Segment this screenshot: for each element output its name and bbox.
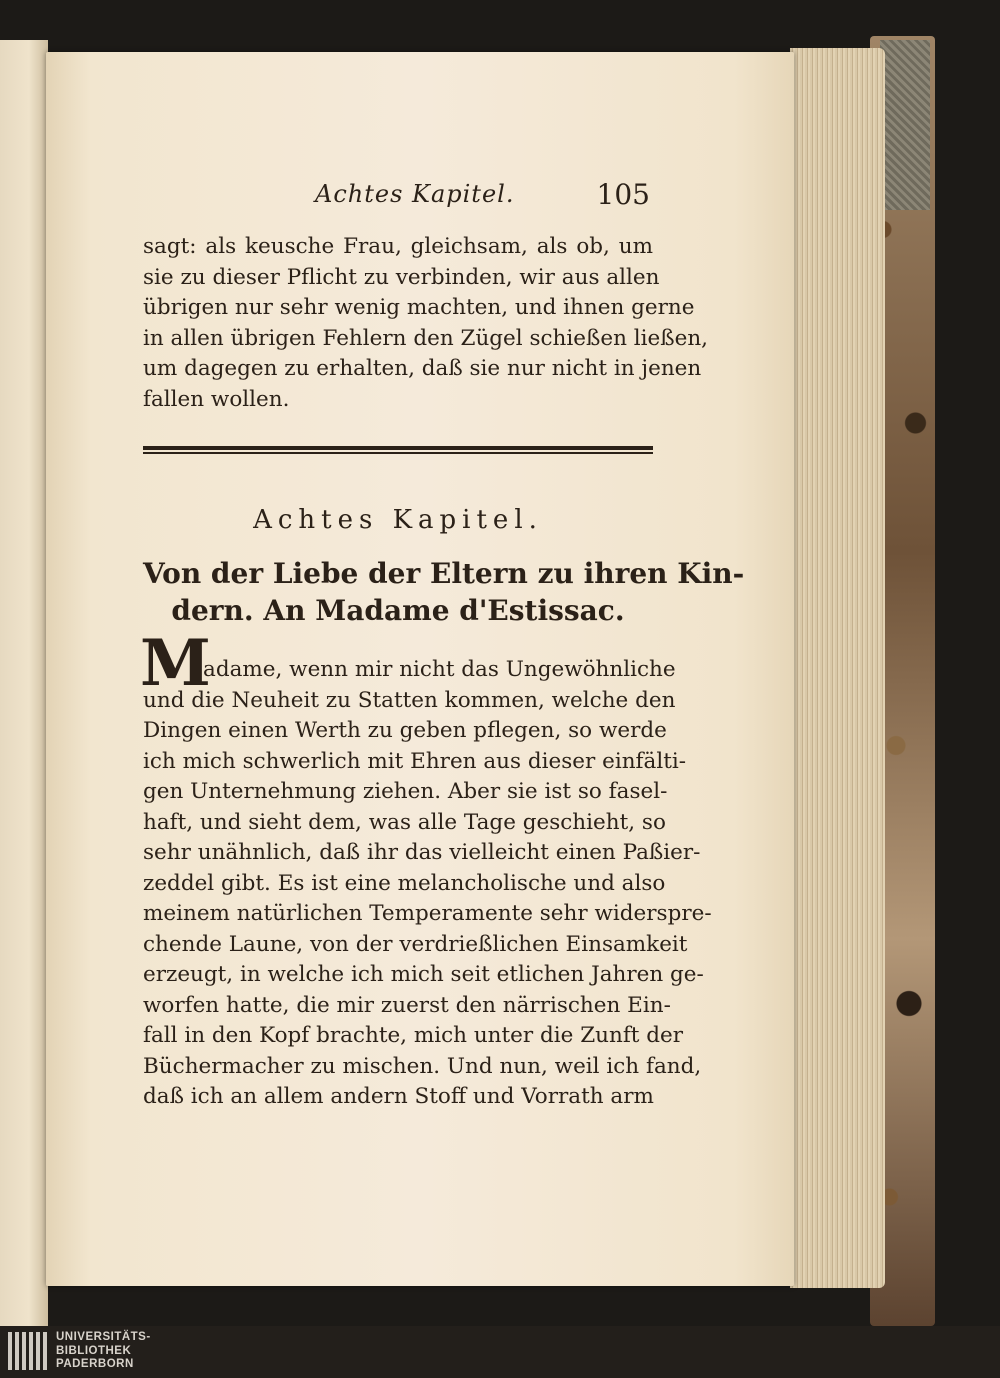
chapter-title-line: Von der Liebe der Eltern zu ihren Kin-	[143, 557, 745, 590]
text-line: sehr unähnlich, daß ihr das vielleicht einen Paßier-	[143, 840, 701, 865]
logo-line: PADERBORN	[56, 1358, 134, 1370]
chapter-body	[143, 655, 712, 1113]
text-line: und die Neuheit zu Statten kommen, welche den	[143, 687, 676, 713]
chapter-title	[143, 555, 745, 629]
library-logo-icon	[8, 1332, 48, 1370]
text-line: fall in den Kopf brachte, mich unter die Zunft der	[143, 1023, 684, 1048]
text-line: gen Unternehmung ziehen. Aber sie ist so fasel-	[143, 779, 668, 804]
logo-line: UNIVERSITÄTS-	[56, 1331, 151, 1343]
drop-cap: M	[140, 626, 211, 701]
library-logo-text	[56, 1331, 151, 1372]
running-head	[290, 180, 660, 220]
text-line: chende Laune, von der verdrießlichen Einsamkeit	[143, 931, 688, 957]
text-line: erzeugt, in welche ich mich seit etlichen Jahren ge-	[143, 962, 704, 987]
top-paragraph	[143, 232, 709, 415]
text-line: sagt: als keusche Frau, gleichsam, als ob, um	[143, 234, 653, 259]
text-line: zeddel gibt. Es ist eine melancholische und also	[143, 870, 666, 896]
chapter-heading: Achtes Kapitel.	[253, 505, 543, 535]
page-number: 105	[596, 178, 650, 211]
text-line: sie zu dieser Pflicht zu verbinden, wir aus allen	[143, 264, 660, 290]
chapter-title-line: dern. An Madame d'Estissac.	[171, 594, 625, 627]
text-line: daß ich an allem andern Stoff und Vorrath arm	[143, 1084, 654, 1109]
text-line: haft, und sieht dem, was alle Tage geschieht, so	[143, 809, 666, 835]
page-fore-edge	[790, 48, 885, 1288]
text-line: fallen wollen.	[143, 386, 290, 412]
left-page-edge	[0, 40, 48, 1360]
text-line: Büchermacher zu mischen. Und nun, weil ich fand,	[143, 1053, 702, 1079]
running-title: Achtes Kapitel.	[315, 180, 515, 208]
section-divider-rule	[143, 446, 653, 454]
text-line: um dagegen zu erhalten, daß sie nur nicht in jenen	[143, 356, 702, 381]
text-line: in allen übrigen Fehlern den Zügel schießen ließen,	[143, 325, 709, 351]
text-line: Dingen einen Werth zu geben pflegen, so werde	[143, 718, 667, 743]
book-cover-cloth	[880, 40, 930, 210]
text-line: ich mich schwerlich mit Ehren aus dieser einfälti-	[143, 748, 686, 774]
text-line: adame, wenn mir nicht das Ungewöhnliche	[203, 657, 676, 682]
text-line: übrigen nur sehr wenig machten, und ihnen gerne	[143, 295, 695, 320]
logo-line: BIBLIOTHEK	[56, 1344, 132, 1357]
footer-bar	[0, 1326, 1000, 1378]
text-line: worfen hatte, die mir zuerst den närrischen Ein-	[143, 992, 671, 1018]
text-line: meinem natürlichen Temperamente sehr widerspre-	[143, 901, 712, 926]
